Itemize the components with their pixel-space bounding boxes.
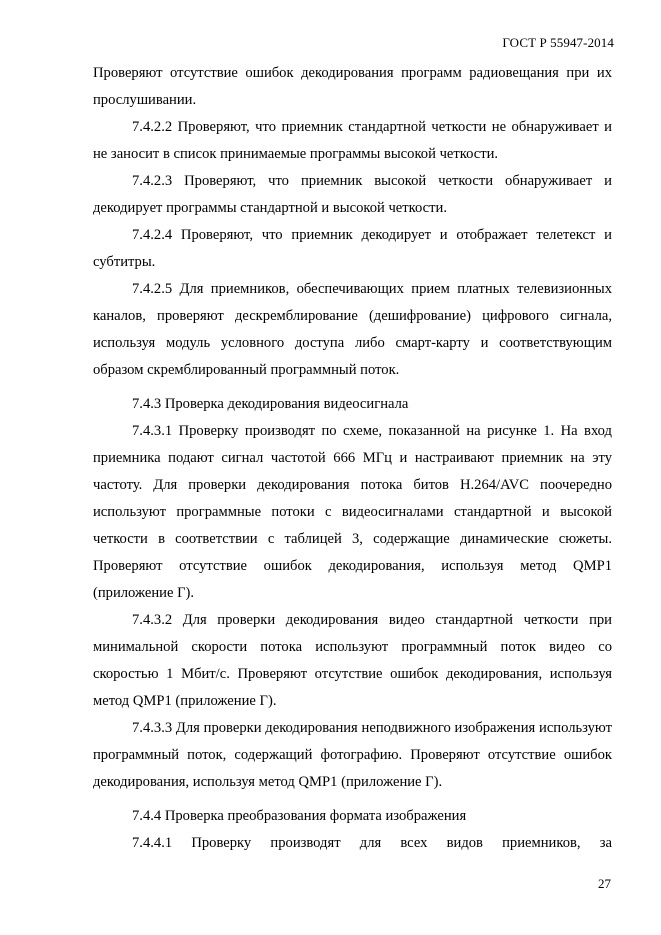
section-heading-7-4-4: 7.4.4 Проверка преобразования формата изображения xyxy=(132,808,467,824)
page-number: 27 xyxy=(598,876,611,891)
paragraph-7-4-3-2: 7.4.3.2 Для проверки декодирования видео стандартной четкости при минимальной скорости потока используют программный поток видео со скоростью 1 Мбит/с. Проверяют отсутствие ошибок декодирования, используя метод QMP1 (приложение Г). xyxy=(93,612,612,709)
section-heading-7-4-3: 7.4.3 Проверка декодирования видеосигнала xyxy=(132,396,409,412)
paragraph-7-4-4-1: 7.4.4.1 Проверку производят для всех видов приемников, за xyxy=(132,835,612,851)
document-body xyxy=(93,60,612,857)
paragraph-7-4-2-3: 7.4.2.3 Проверяют, что приемник высокой четкости обнаруживает и декодирует программы стандартной и высокой четкости. xyxy=(93,173,612,216)
paragraph-7-4-2-4: 7.4.2.4 Проверяют, что приемник декодирует и отображает телетекст и субтитры. xyxy=(93,227,612,270)
paragraph-7-4-3-3: 7.4.3.3 Для проверки декодирования неподвижного изображения используют программный поток, содержащий фотографию. Проверяют отсутствие ошибок декодирования, используя метод QMP1 (приложение Г). xyxy=(93,720,612,790)
paragraph-7-4-3-1: 7.4.3.1 Проверку производят по схеме, показанной на рисунке 1. На вход приемника подают сигнал частотой 666 МГц и настраивают приемник на эту частоту. Для проверки декодирования потока битов H.264/AVC поочередно используют программные потоки с видеосигналами стандартной и высокой четкости в соответствии с таблицей 3, содержащие динамические сюжеты. Проверяют отсутствие ошибок декодирования, используя метод QMP1 (приложение Г). xyxy=(93,423,612,601)
standard-header: ГОСТ Р 55947-2014 xyxy=(502,35,614,50)
paragraph-7-4-2-2: 7.4.2.2 Проверяют, что приемник стандартной четкости не обнаруживает и не заносит в список принимаемые программы высокой четкости. xyxy=(93,119,612,162)
paragraph-continuation: Проверяют отсутствие ошибок декодирования программ радиовещания при их прослушивании. xyxy=(93,65,612,108)
paragraph-7-4-2-5: 7.4.2.5 Для приемников, обеспечивающих прием платных телевизионных каналов, проверяют дескремблирование (дешифрование) цифрового сигнала, используя модуль условного доступа либо смарт-карту и соответствующим образом скремблированный программный поток. xyxy=(93,281,612,378)
